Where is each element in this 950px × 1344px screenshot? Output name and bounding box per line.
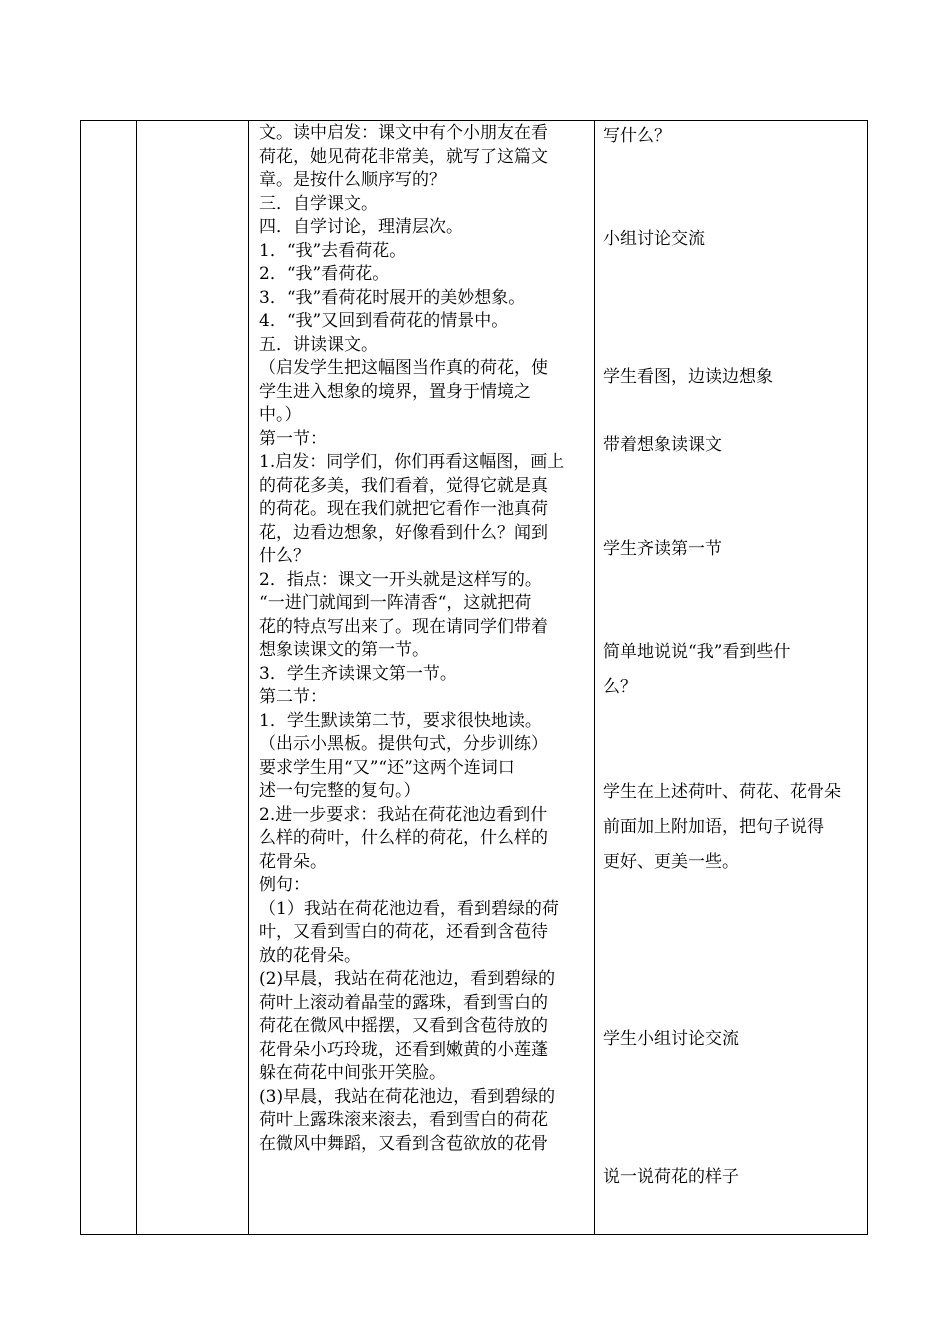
lesson-line: “一进门就闻到一阵清香“，这就把荷: [259, 593, 532, 613]
lesson-table: [80, 120, 868, 1235]
lesson-line: 么样的荷叶，什么样的荷花，什么样的: [259, 828, 548, 848]
lesson-line: 花骨朵小巧玲珑，还看到嫩黄的小莲蓬: [259, 1039, 548, 1060]
lesson-line: 章。是按什么顺序写的？: [259, 170, 446, 190]
column-divider-2: [248, 121, 249, 1234]
lesson-line: 荷花，她见荷花非常美，就写了这篇文: [259, 146, 548, 167]
column-divider-1: [136, 121, 137, 1234]
lesson-line: 花，边看边想象，好像看到什么？闻到: [259, 522, 548, 543]
lesson-line: 荷花在微风中摇摆，又看到含苞待放的: [259, 1016, 548, 1036]
lesson-line: 想象读课文的第一节。: [259, 640, 429, 660]
activity-line: 说一说荷花的样子: [603, 1167, 739, 1187]
activity-line: 带着想象读课文: [603, 435, 722, 455]
lesson-line: (3)早晨，我站在荷花池边，看到碧绿的: [259, 1086, 556, 1107]
lesson-line: 荷叶上露珠滚来滚去，看到雪白的荷花: [259, 1110, 548, 1130]
lesson-line: 2.进一步要求：我站在荷花池边看到什: [259, 804, 548, 825]
activity-line: 小组讨论交流: [603, 229, 705, 249]
lesson-line: 放的花骨朵。: [259, 945, 361, 966]
lesson-line: 花骨朵。: [259, 851, 327, 872]
lesson-line: (2)早晨，我站在荷花池边，看到碧绿的: [259, 969, 556, 989]
lesson-line: 述一句完整的复句。）: [259, 781, 421, 801]
lesson-line: 1.启发：同学们，你们再看这幅图，画上: [259, 452, 565, 472]
activity-line: 学生看图，边读边想象: [603, 367, 773, 387]
lesson-line: 三．自学课文。: [259, 193, 378, 214]
lesson-line: 4．“我”又回到看荷花的情景中。: [259, 311, 509, 331]
lesson-line: 2．指点：课文一开头就是这样写的。: [259, 569, 542, 590]
activity-line: 学生小组讨论交流: [603, 1029, 739, 1049]
lesson-line: 什么？: [259, 546, 310, 566]
lesson-line: 3．“我”看荷花时展开的美妙想象。: [259, 287, 526, 308]
lesson-line: （1）我站在荷花池边看，看到碧绿的荷: [259, 898, 559, 919]
lesson-line: 第二节：: [259, 687, 327, 707]
lesson-line: 学生进入想象的境界，置身于情境之: [259, 381, 531, 402]
lesson-line: 要求学生用“又”“还”这两个连词口: [259, 757, 515, 778]
lesson-line: 第一节：: [259, 428, 327, 449]
lesson-line: 在微风中舞蹈，又看到含苞欲放的花骨: [259, 1133, 548, 1154]
lesson-line: 花的特点写出来了。现在请同学们带着: [259, 616, 548, 637]
activity-line: 学生齐读第一节: [603, 539, 722, 559]
lesson-line: （出示小黑板。提供句式，分步训练）: [259, 734, 548, 754]
student-activity-column: [603, 121, 861, 1234]
activity-line: 更好、更美一些。: [603, 852, 739, 872]
lesson-line: 文。读中启发：课文中有个小朋友在看: [259, 123, 548, 143]
activity-line: 前面加上附加语，把句子说得: [603, 817, 824, 837]
lesson-line: 四．自学讨论，理清层次。: [259, 217, 463, 237]
lesson-line: 2．“我”看荷花。: [259, 264, 390, 284]
activity-line: 么？: [603, 677, 637, 697]
activity-line: 写什么？: [603, 126, 671, 146]
lesson-line: 3．学生齐读课文第一节。: [259, 663, 457, 684]
lesson-line: 例句：: [259, 875, 310, 895]
teaching-process-column: [257, 121, 595, 1234]
lesson-line: 五．讲读课文。: [259, 334, 378, 355]
activity-line: 简单地说说“我”看到些什: [603, 642, 791, 662]
lesson-line: 的荷花。现在我们就把它看作一池真荷: [259, 499, 548, 519]
lesson-line: 叶，又看到雪白的荷花，还看到含苞待: [259, 922, 548, 942]
lesson-line: 1．“我”去看荷花。: [259, 240, 407, 261]
activity-line: 学生在上述荷叶、荷花、花骨朵: [603, 782, 841, 802]
lesson-line: 荷叶上滚动着晶莹的露珠，看到雪白的: [259, 992, 548, 1013]
lesson-line: 躲在荷花中间张开笑脸。: [259, 1063, 446, 1083]
lesson-line: 1．学生默读第二节，要求很快地读。: [259, 710, 542, 731]
lesson-line: 的荷花多美，我们看着，觉得它就是真: [259, 475, 548, 496]
lesson-line: 中。）: [259, 405, 302, 425]
lesson-line: （启发学生把这幅图当作真的荷花，使: [259, 358, 548, 378]
